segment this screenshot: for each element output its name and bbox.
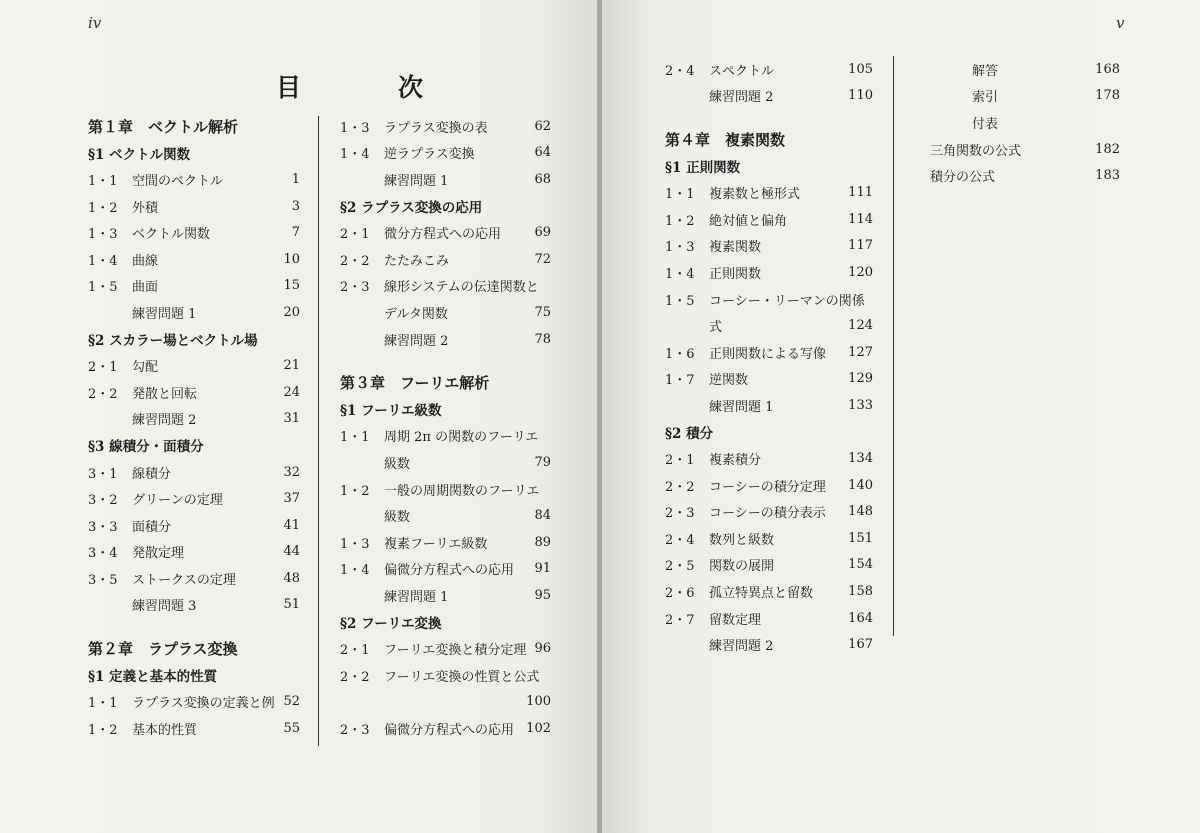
toc-entry — [88, 539, 300, 566]
toc-entry-number: 1・7 — [665, 373, 695, 389]
toc-section-heading — [340, 609, 551, 636]
toc-page-number: 84 — [534, 508, 551, 524]
section-title: §1 正則関数 — [665, 160, 741, 177]
toc-entry-title: フーリエ変換と積分定理 — [384, 643, 527, 659]
toc-entry — [928, 83, 1120, 110]
toc-entry — [340, 529, 551, 556]
toc-entry-number: 2・2 — [340, 253, 370, 269]
toc-entry-number: 1・1 — [88, 173, 118, 189]
section-title: §3 線積分・面積分 — [88, 439, 204, 456]
toc-entry-title: ベクトル関数 — [132, 227, 211, 243]
toc-entry-title: 式 — [709, 320, 723, 336]
toc-page-number: 89 — [534, 534, 551, 550]
toc-entry-title: 練習問題 1 — [132, 306, 197, 322]
toc-entry-title: 発散定理 — [132, 546, 185, 562]
toc-page-number: 102 — [526, 720, 551, 736]
toc-entry-number: 1・2 — [340, 483, 370, 499]
page-number-left: iv — [88, 14, 102, 32]
toc-page-number: 105 — [848, 61, 873, 77]
toc-entry-title: 練習問題 1 — [709, 399, 774, 415]
toc-entry-title: 練習問題 1 — [384, 173, 449, 189]
toc-entry-number: 2・1 — [665, 453, 695, 469]
toc-entry-number: 1・4 — [665, 266, 695, 282]
toc-entry-title: 索引 — [972, 90, 999, 106]
toc-entry-title: 逆ラプラス変換 — [384, 147, 475, 163]
toc-entry — [665, 286, 873, 313]
toc-entry-title: 偏微分方程式への応用 — [384, 563, 515, 579]
toc-entry-title: 練習問題 2 — [709, 90, 774, 106]
toc-entry — [928, 162, 1120, 189]
toc-entry — [88, 379, 300, 406]
toc-entry-number: 2・3 — [340, 722, 370, 738]
toc-page-number: 96 — [534, 641, 551, 657]
toc-entry-title: グリーンの定理 — [132, 493, 223, 509]
toc-page-number: 178 — [1095, 88, 1120, 104]
toc-page-number: 110 — [848, 88, 873, 104]
toc-entry-number: 2・6 — [665, 586, 695, 602]
toc-entry — [340, 299, 551, 326]
toc-entry-number: 1・4 — [340, 563, 370, 579]
toc-entry-title: 周期 2π の関数のフーリエ — [384, 430, 539, 446]
toc-entry-number: 2・7 — [665, 612, 695, 628]
toc-entry-title: 練習問題 3 — [132, 599, 197, 615]
toc-entry-title: 正則関数 — [709, 266, 762, 282]
toc-page-number: 69 — [534, 225, 551, 241]
toc-column-4 — [928, 56, 1120, 189]
toc-section-heading — [340, 193, 551, 220]
toc-entry-title: 級数 — [384, 510, 411, 526]
toc-page-number: 3 — [291, 198, 300, 214]
toc-page-number: 31 — [283, 411, 300, 427]
toc-page-number: 68 — [534, 171, 551, 187]
toc-entry-number: 2・3 — [665, 506, 695, 522]
toc-page-number: 91 — [534, 561, 551, 577]
toc-entry-title: デルタ関数 — [384, 306, 448, 322]
toc-entry-number: 2・5 — [665, 559, 695, 575]
chapter-title: 第１章 ベクトル解析 — [88, 117, 239, 136]
toc-entry-title: 関数の展開 — [709, 559, 775, 575]
chapter-title: 第３章 フーリエ解析 — [340, 374, 490, 393]
toc-page-number: 55 — [283, 720, 300, 736]
toc-entry-number: 1・3 — [88, 227, 118, 243]
toc-entry-number: 3・3 — [88, 519, 118, 535]
toc-page-number: 72 — [534, 251, 551, 267]
toc-entry — [665, 525, 873, 552]
toc-entry — [340, 715, 551, 742]
toc-entry-number: 2・4 — [665, 532, 695, 548]
toc-page-number: 41 — [283, 517, 300, 533]
toc-entry-number: 2・2 — [340, 669, 370, 685]
toc-entry — [665, 631, 873, 658]
toc-entry — [340, 662, 551, 689]
toc-page-number: 21 — [283, 358, 300, 374]
toc-entry-title: 練習問題 2 — [132, 413, 197, 429]
chapter-title: 第２章 ラプラス変換 — [88, 640, 238, 659]
toc-entry — [340, 423, 551, 450]
toc-entry — [928, 109, 1120, 136]
toc-page-number: 182 — [1095, 141, 1120, 157]
toc-page-number: 133 — [848, 397, 873, 413]
toc-entry — [665, 499, 873, 526]
toc-entry — [665, 83, 873, 110]
toc-entry — [88, 406, 300, 433]
toc-section-heading — [88, 140, 300, 167]
toc-entry-number: 1・2 — [665, 213, 695, 229]
toc-column-3 — [665, 56, 873, 658]
toc-entry — [340, 166, 551, 193]
toc-entry-number: 1・6 — [665, 346, 695, 362]
toc-page-number: 32 — [283, 464, 300, 480]
toc-entry — [928, 136, 1120, 163]
toc-entry — [665, 56, 873, 83]
toc-entry — [340, 219, 551, 246]
toc-spacer — [88, 618, 300, 635]
toc-entry — [88, 246, 300, 273]
toc-entry-title: 絶対値と偏角 — [709, 213, 788, 229]
toc-entry-title: 練習問題 2 — [384, 333, 449, 349]
toc-spacer — [665, 109, 873, 126]
toc-entry-title: コーシーの積分表示 — [709, 506, 826, 522]
toc-entry — [665, 578, 873, 605]
section-title: §2 スカラー場とベクトル場 — [88, 333, 258, 350]
toc-entry-number: 3・4 — [88, 546, 118, 562]
toc-entry-title: 複素積分 — [709, 453, 762, 469]
toc-page-number: 129 — [848, 371, 873, 387]
toc-page-number: 148 — [848, 504, 873, 520]
toc-title: 目 次 — [276, 73, 460, 102]
toc-entry — [88, 715, 300, 742]
toc-page-number: 52 — [283, 694, 300, 710]
toc-entry — [340, 635, 551, 662]
toc-entry-title: ラプラス変換の定義と例 — [132, 696, 275, 712]
toc-page-number: 75 — [534, 304, 551, 320]
toc-entry — [340, 449, 551, 476]
toc-entry-number: 2・1 — [340, 643, 370, 659]
toc-page-number: 95 — [534, 587, 551, 603]
toc-entry-title: 練習問題 2 — [709, 639, 774, 655]
toc-entry — [88, 352, 300, 379]
section-title: §2 積分 — [665, 426, 714, 443]
toc-entry-number: 1・3 — [340, 536, 370, 552]
toc-entry — [88, 565, 300, 592]
toc-entry-number: 1・2 — [88, 200, 118, 216]
toc-page-number: 154 — [848, 557, 873, 573]
toc-entry-title: 練習問題 1 — [384, 589, 449, 605]
toc-section-heading — [340, 396, 551, 423]
toc-section-heading — [665, 153, 873, 180]
toc-entry-number: 2・1 — [88, 360, 118, 376]
toc-page-number: 111 — [848, 185, 873, 201]
toc-entry-number: 1・1 — [665, 187, 695, 203]
toc-entry-title: スペクトル — [709, 63, 775, 79]
toc-page-number: 140 — [848, 477, 873, 493]
toc-entry-title: 曲線 — [132, 253, 159, 269]
toc-entry — [340, 476, 551, 503]
toc-entry-number: 1・5 — [665, 293, 695, 309]
toc-entry — [665, 233, 873, 260]
toc-section-heading — [88, 432, 300, 459]
toc-page-number: 44 — [283, 544, 300, 560]
toc-section-heading — [665, 419, 873, 446]
toc-page-number: 15 — [283, 278, 300, 294]
toc-entry-number: 3・2 — [88, 493, 118, 509]
toc-entry-number: 1・2 — [88, 722, 118, 738]
toc-entry — [340, 273, 551, 300]
toc-entry — [665, 392, 873, 419]
toc-page-number: 20 — [283, 304, 300, 320]
toc-entry-title: 級数 — [384, 456, 411, 472]
toc-entry-title: コーシー・リーマンの関係 — [709, 293, 865, 309]
toc-entry — [340, 113, 551, 140]
toc-page-number: 24 — [283, 384, 300, 400]
toc-entry-number: 1・1 — [340, 430, 370, 446]
toc-entry-title: 外積 — [132, 200, 159, 216]
toc-entry-number: 1・3 — [665, 240, 695, 256]
toc-page-number: 168 — [1095, 61, 1120, 77]
toc-entry — [88, 166, 300, 193]
toc-page-number: 62 — [534, 118, 551, 134]
toc-entry-number: 1・3 — [340, 120, 370, 136]
toc-entry-number: 3・1 — [88, 466, 118, 482]
toc-entry-title: 偏微分方程式への応用 — [384, 722, 515, 738]
toc-spacer — [340, 352, 551, 369]
toc-page-number: 51 — [283, 597, 300, 613]
toc-entry-number: 3・5 — [88, 572, 118, 588]
toc-entry-title: 留数定理 — [709, 612, 762, 628]
toc-entry — [88, 219, 300, 246]
toc-page-number: 127 — [848, 344, 873, 360]
toc-page-number: 158 — [848, 584, 873, 600]
toc-page-number: 117 — [848, 238, 873, 254]
chapter-title: 第４章 複素関数 — [665, 130, 786, 149]
toc-chapter-heading — [665, 126, 873, 153]
toc-entry-number: 2・3 — [340, 280, 370, 296]
toc-entry — [88, 592, 300, 619]
toc-entry-title: 三角関数の公式 — [930, 143, 1022, 159]
toc-chapter-heading — [88, 635, 300, 662]
toc-entry-number: 2・2 — [88, 386, 118, 402]
toc-entry-title: フーリエ変換の性質と公式 — [384, 669, 540, 685]
toc-entry — [665, 339, 873, 366]
toc-entry — [340, 582, 551, 609]
toc-entry — [665, 312, 873, 339]
toc-entry-number: 2・2 — [665, 479, 695, 495]
toc-page-number: 167 — [848, 637, 873, 653]
toc-entry — [665, 179, 873, 206]
toc-entry-title: 発散と回転 — [132, 386, 198, 402]
toc-page-number: 114 — [848, 211, 873, 227]
toc-page-number: 151 — [848, 530, 873, 546]
toc-section-heading — [88, 326, 300, 353]
toc-page-number: 164 — [848, 610, 873, 626]
section-title: §1 定義と基本的性質 — [88, 669, 218, 686]
toc-entry-title: 複素関数 — [709, 240, 762, 256]
toc-entry-number: 1・4 — [88, 253, 118, 269]
toc-entry — [665, 366, 873, 393]
toc-entry-number: 2・4 — [665, 63, 695, 79]
page-number-right: v — [1116, 14, 1125, 32]
toc-chapter-heading — [340, 369, 551, 396]
toc-entry — [665, 445, 873, 472]
toc-page-number: 48 — [283, 570, 300, 586]
toc-entry-title: 複素数と極形式 — [709, 187, 801, 203]
toc-entry — [88, 273, 300, 300]
column-divider-right — [893, 56, 894, 636]
toc-entry-title: ストークスの定理 — [132, 572, 236, 588]
section-title: §1 ベクトル関数 — [88, 146, 191, 163]
toc-entry — [340, 556, 551, 583]
toc-entry — [88, 688, 300, 715]
toc-entry-title: 基本的性質 — [132, 722, 198, 738]
toc-entry — [88, 459, 300, 486]
toc-entry-number: 1・4 — [340, 147, 370, 163]
toc-entry-title: 付表 — [972, 116, 999, 132]
toc-page-number: 183 — [1095, 168, 1120, 184]
toc-page-number: 124 — [848, 318, 873, 334]
toc-entry — [340, 688, 551, 715]
toc-entry — [665, 472, 873, 499]
section-title: §2 フーリエ変換 — [340, 615, 442, 632]
toc-entry — [340, 326, 551, 353]
toc-page-number: 37 — [283, 491, 300, 507]
toc-page-number: 120 — [848, 264, 873, 280]
toc-entry-title: コーシーの積分定理 — [709, 479, 826, 495]
toc-entry — [88, 485, 300, 512]
toc-page-number: 78 — [534, 331, 551, 347]
toc-entry-title: 複素フーリエ級数 — [384, 536, 488, 552]
toc-entry — [88, 193, 300, 220]
toc-entry-title: 曲面 — [132, 280, 159, 296]
toc-entry-title: 逆関数 — [709, 373, 749, 389]
section-title: §2 ラプラス変換の応用 — [340, 200, 483, 217]
toc-entry-title: 積分の公式 — [930, 170, 996, 186]
toc-page-number: 64 — [534, 145, 551, 161]
toc-entry-title: 面積分 — [132, 519, 172, 535]
toc-entry-title: 解答 — [972, 63, 999, 79]
toc-entry-title: 孤立特異点と留数 — [709, 586, 814, 602]
toc-section-heading — [88, 662, 300, 689]
toc-entry-number: 1・5 — [88, 280, 118, 296]
toc-entry-title: 微分方程式への応用 — [384, 227, 502, 243]
toc-entry — [665, 552, 873, 579]
toc-entry-title: ラプラス変換の表 — [384, 120, 488, 136]
toc-entry-title: たたみこみ — [384, 253, 450, 269]
toc-entry-title: 一般の周期関数のフーリエ — [384, 483, 540, 499]
toc-entry-number: 1・1 — [88, 696, 118, 712]
toc-entry-title: 数列と級数 — [709, 532, 775, 548]
toc-entry — [340, 246, 551, 273]
toc-entry — [665, 206, 873, 233]
section-title: §1 フーリエ級数 — [340, 403, 442, 420]
column-divider-left — [318, 116, 319, 746]
toc-entry — [340, 502, 551, 529]
toc-entry — [88, 512, 300, 539]
toc-chapter-heading — [88, 113, 300, 140]
toc-entry-title: 空間のベクトル — [132, 173, 224, 189]
toc-entry-title: 線積分 — [132, 466, 172, 482]
toc-entry-title: 勾配 — [132, 360, 159, 376]
toc-page-number: 7 — [291, 225, 300, 241]
toc-column-2 — [340, 113, 551, 742]
toc-entry-title: 正則関数による写像 — [709, 346, 827, 362]
toc-page-number: 79 — [534, 454, 551, 470]
toc-page-number: 134 — [848, 451, 873, 467]
toc-page-number: 100 — [526, 694, 551, 710]
toc-entry — [928, 56, 1120, 83]
toc-entry — [340, 140, 551, 167]
toc-column-1 — [88, 113, 300, 742]
toc-entry-number: 2・1 — [340, 227, 370, 243]
toc-entry-title: 線形システムの伝達関数と — [384, 280, 539, 296]
toc-entry — [665, 259, 873, 286]
toc-entry — [665, 605, 873, 632]
toc-page-number: 10 — [283, 251, 300, 267]
toc-page-number: 1 — [291, 171, 300, 187]
toc-entry — [88, 299, 300, 326]
